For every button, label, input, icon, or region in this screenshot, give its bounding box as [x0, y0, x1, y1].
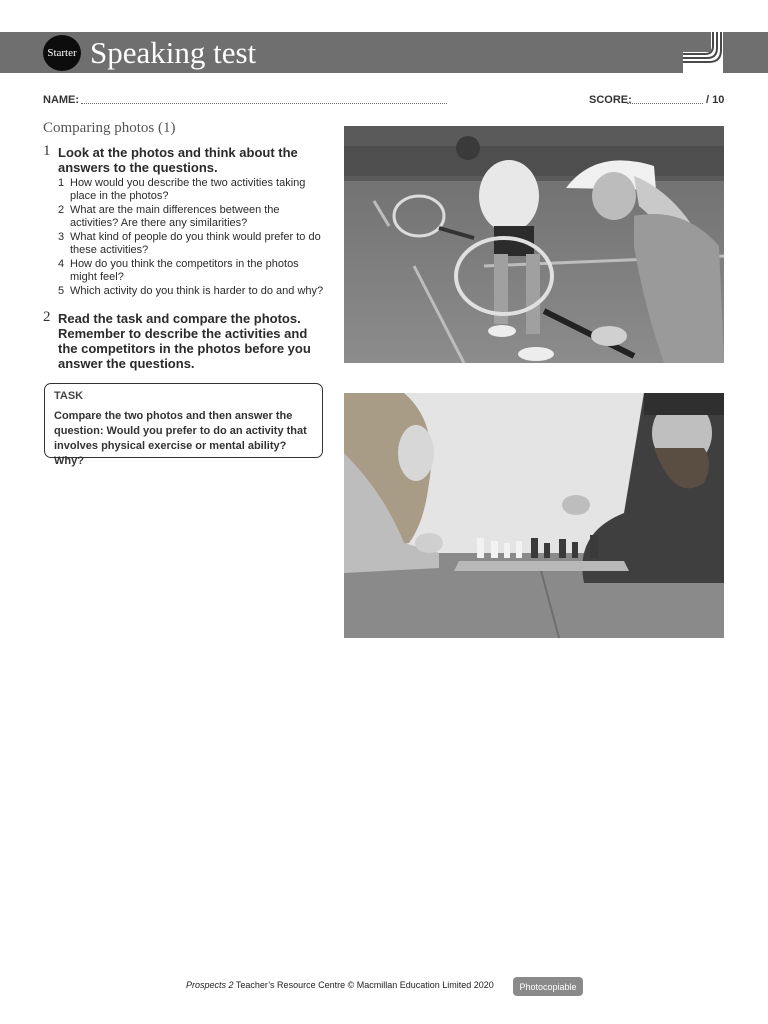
list-item: 5 Which activity do you think is harder to do and why?: [58, 285, 324, 297]
task-text: Compare the two photos and then answer the question: Would you prefer to do an activity that involves physical exercise or mental ability? Why?: [54, 410, 307, 467]
starter-badge: Starter: [43, 35, 81, 71]
footer-credit: Prospects 2 Teacher’s Resource Centre © Macmillan Education Limited 2020: [186, 980, 494, 990]
photocopiable-badge: Photocopiable: [513, 977, 583, 996]
corner-stripes-logo: [683, 32, 768, 73]
score-label: SCORE:: [589, 94, 632, 106]
name-label: NAME:: [43, 94, 80, 106]
score-field[interactable]: [627, 103, 703, 104]
tennis-photo: [344, 126, 724, 363]
question-2-text: Read the task and compare the photos. Remember to describe the activities and the competitors in the photos before you answer the questions.: [58, 311, 311, 371]
name-score-row: [43, 94, 725, 108]
page-title: Speaking test: [90, 35, 257, 70]
chess-photo: [344, 393, 724, 638]
list-item: 2 What are the main differences between the activities? Are there any similarities?: [58, 204, 280, 229]
list-item: 4 How do you think the competitors in the photos might feel?: [58, 258, 299, 283]
task-heading: TASK: [54, 390, 84, 402]
list-item: 3 What kind of people do you think would prefer to do these activities?: [58, 231, 321, 256]
list-item: 1 How would you describe the two activities taking place in the photos?: [58, 177, 306, 202]
question-1-text: Look at the photos and think about the answers to the questions.: [58, 145, 298, 175]
sub-question-list: [58, 177, 328, 299]
question-2-number: 2: [43, 309, 51, 325]
question-1-number: 1: [43, 143, 51, 159]
name-field[interactable]: [81, 103, 447, 104]
task-box: [44, 383, 323, 467]
score-max: / 10: [706, 94, 725, 106]
section-title: Comparing photos (1): [43, 120, 176, 136]
